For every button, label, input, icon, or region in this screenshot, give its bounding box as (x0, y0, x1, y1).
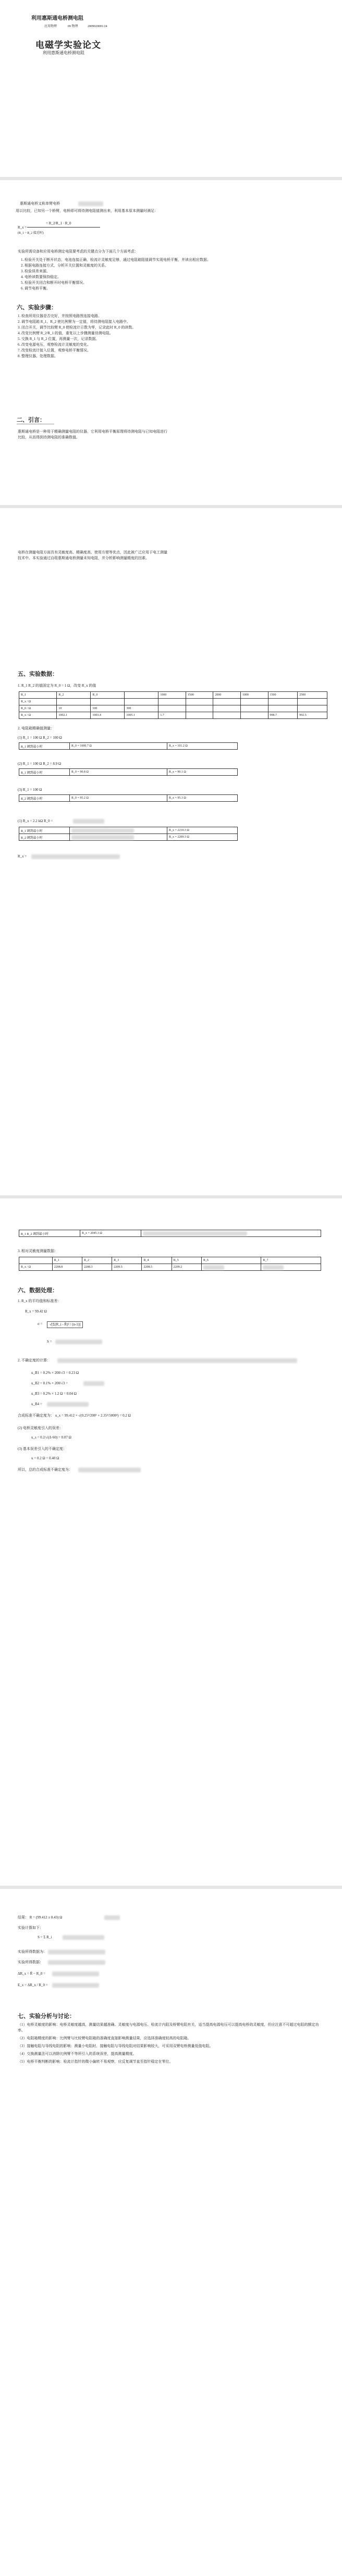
table-header-row (19, 692, 327, 699)
table-cell: R_1 调到最小时 (19, 743, 70, 750)
sum-expression: S = Σ R_i (38, 1935, 52, 1939)
redacted-block (203, 1265, 224, 1270)
section-intro-heading: 二、引言： (17, 417, 45, 423)
discussion-item: （1）电桥灵敏度的影响：电桥灵敏度越高，测量结果越准确。灵敏度与电源电压、检流计内阻及桥臂电阻有关，适当提高电源电压可以提高电桥的灵敏度，但应注意不可超过电阻的额定功率。 (18, 2023, 319, 2032)
table-cell: 2208.5 (142, 1264, 172, 1271)
redacted-block (57, 1358, 297, 1363)
table-cell: 2208.8 (52, 1264, 82, 1271)
equipment-item: 3. 检验误差来源。 (21, 269, 50, 273)
table-cell (19, 1257, 53, 1264)
redacted-block (104, 1915, 120, 1920)
table1-caption: 1. R_1 R_2 的值固定为 R_0 = 1 Ω，改变 R_x 的值 (18, 684, 96, 688)
table-cell (70, 834, 167, 841)
note-line: R_x = (18, 854, 27, 858)
redacted-block (31, 854, 120, 859)
measure-condition: (2) R_1 = 100 Ω R_2 = 8.9 Ω (18, 762, 62, 766)
discussion-list (18, 2022, 325, 2067)
table-cell (261, 1264, 321, 1271)
table-cell (268, 705, 298, 712)
table-cell: R_1 调到最小时 (19, 769, 70, 776)
measure-table (19, 742, 238, 750)
equipment-item: 5. 检验开关闭合和断开时电桥平衡情况。 (21, 281, 87, 285)
redacted-block (83, 1381, 104, 1386)
table-cell: R_7 (261, 1257, 321, 1264)
page3-paragraph: 电桥在测量电阻方面具有灵敏度高、精确度高、使用方便等优点，因此被广泛应用于电工测量技术中。本实验通过自组惠斯通电桥测量未知电阻，并分析影响测量精度的因素。 (18, 550, 167, 560)
step-item: 3. 闭合开关，调节比较臂 R_0 使检流计示数为零，记录此时 R_0 的读数。 (18, 325, 136, 330)
redacted-block (73, 819, 104, 824)
table-cell (201, 1264, 261, 1271)
uncertainty-combined: 合成标准不确定度为： u_x = 99.412 × √(0.25²/200² + 2.35²/5000²) = 0.2 Ω (18, 1413, 131, 1418)
sigma-expression: √[Σ(R_i - R̄)² / (n-1)] (47, 1321, 83, 1328)
table-cell: R_1 调到最小时 (19, 827, 70, 834)
table-row (19, 712, 327, 719)
calc-line: ΔR_x = R̄ − R_0 = (18, 1972, 46, 1976)
table-cell: 1000 (240, 692, 268, 699)
table-cell: R_2 调到最小时 (19, 834, 70, 841)
redacted-block (52, 1972, 99, 1976)
table-row (19, 769, 238, 776)
table-cell: 998.7 (268, 712, 298, 719)
mean-value: R_x = 99.42 Ω (25, 1309, 47, 1314)
table-cell (125, 692, 158, 699)
table-cell: R_x = 2045.3 Ω (80, 1230, 141, 1237)
table-cell: 2500 (298, 692, 327, 699)
cover-subtitle: 利用惠斯通电桥测电阻 (43, 50, 84, 55)
table-cell: 1002.1 (57, 712, 91, 719)
question-2: 2. 电阻箱精确值测量： (18, 726, 54, 730)
redacted-block (52, 1983, 99, 1988)
table-cell: R_x / Ω (19, 699, 57, 705)
equipment-item: 6. 调节电桥平衡。 (21, 286, 50, 291)
table-cell: R_0 = 90.8 Ω (70, 769, 167, 776)
measure-condition: (1) R_x = 2.2 kΩ R_0 = (18, 819, 53, 823)
data-table-1 (19, 691, 327, 719)
uncertainty-line: u_B1 = 0.2% × 200/√3 = 0.23 Ω (31, 1371, 79, 1375)
table-cell: R_0 (91, 692, 125, 699)
table-row (19, 827, 238, 834)
equipment-item: 4. 电桥读数要保持稳定。 (21, 275, 61, 279)
table-cell: 2209.2 (172, 1264, 201, 1271)
discussion-item: （4）交换测量法可以消除比例臂不等所引入的系统误差，提高测量精度。 (18, 2052, 137, 2056)
table-cell: 1.7 (158, 712, 186, 719)
table-cell (240, 705, 268, 712)
table-header-row (19, 1257, 321, 1264)
redacted-block (47, 1402, 89, 1407)
cover-meta-class: 09 物理 (68, 25, 78, 28)
page-5 (0, 1889, 342, 2576)
measure-condition: (1) R_1 = 100 Ω R_2 = 100 Ω (18, 736, 62, 740)
discussion-item: （3）接触电阻与导线电阻的影响：测量小电阻时，接触电阻与导线电阻对结果影响较大，可采用双臂电桥测量低值电阻。 (18, 2044, 213, 2048)
equipment-item: 1. 检验开关处于断开状态，电池连接正确，检流计灵敏度足够，通过电阻箱阻值调节实现电桥平衡，并读出相应数据。 (21, 258, 211, 262)
formula-lhs: R_x = (18, 225, 27, 230)
table-cell (213, 712, 241, 719)
redacted-block (63, 1935, 104, 1940)
table-row (19, 743, 238, 750)
table-cell: R_2 (82, 1257, 112, 1264)
equipment-item: 2. 根据电路连接方式，分析开关位置和灵敏度的关系。 (21, 263, 108, 268)
table-cell (70, 827, 167, 834)
table-cell (213, 705, 241, 712)
steps-list (18, 313, 325, 359)
measure-condition: (3) R_1 = 100 Ω (18, 788, 42, 792)
redacted-block (143, 1231, 247, 1236)
table-cell: 992.5 (298, 712, 327, 719)
table-cell (57, 699, 91, 705)
processing-step-1: 1. R_x 的平均值和标准差： (18, 1299, 62, 1303)
table-cell (213, 699, 241, 705)
step-item: 8. 整理仪器，处理数据。 (18, 354, 58, 358)
redacted-block (78, 201, 103, 206)
table-row (19, 1264, 321, 1271)
page-3 (0, 508, 342, 1195)
table-cell (186, 712, 213, 719)
discussion-item: （5）电桥平衡判断的影响：检流计指针的微小偏转不易观察，应反复调节直至指针稳定在零位。 (18, 2060, 173, 2064)
equipment-intro: 实验所需设备和应用电桥测定电阻要考虑的关键点分为下面几个方面考虑： (18, 249, 138, 254)
discussion-item: （2）电阻箱精度的影响：比例臂与比较臂电阻箱的准确度直接影响测量结果，应选择准确度较高的电阻箱。 (18, 2036, 191, 2040)
uncertainty-line: u_s = 0.2/√(Δ·60) = 0.07 Ω (31, 1435, 71, 1439)
table-row (19, 1230, 321, 1237)
table-cell: R_1 (52, 1257, 82, 1264)
step-item: 2. 调节电阻箱 R_1、R_2 使比例臂为一定值，将待测电阻接入电路中。 (18, 320, 130, 324)
section-processing-heading: 六、数据处理： (18, 1287, 58, 1294)
redacted-block (263, 1265, 284, 1270)
measure-table (19, 827, 238, 841)
table-cell: 100 (91, 705, 125, 712)
step-item: 6. 改变电源电压，观察检流计灵敏度的变化。 (18, 343, 91, 347)
table-cell: 10 (57, 705, 91, 712)
step-item: 5. 交换 R_1 与 R_2 位置，再测量一次，记录数据。 (18, 337, 100, 341)
result-line: 结果： R = (99.412 ± 0.43) Ω (18, 1915, 63, 1920)
uncertainty-line: u = 0.2 Ω = 0.40 Ω (31, 1456, 59, 1460)
redacted-block (71, 828, 134, 833)
measure-table (19, 768, 238, 776)
calc-line: E_x = ΔR_x / R_0 = (18, 1983, 48, 1987)
uncertainty-line: u_B2 = 0.1% × 200/√3 = (31, 1381, 68, 1385)
cover-small-title: 利用惠斯通电桥测电阻 (31, 16, 83, 21)
section-discussion-heading: 七、实验分析与讨论： (18, 2013, 75, 2019)
table-cell: R_x = 2209.3 Ω (167, 834, 238, 841)
table-cell: 2000 (213, 692, 241, 699)
section-data-heading: 五、实验数据： (18, 671, 58, 677)
table-cell (186, 699, 213, 705)
table-cell (298, 705, 327, 712)
table-cell (91, 699, 125, 705)
table-cell (141, 1230, 321, 1237)
data-table-2 (19, 1257, 321, 1271)
table-cell: R_1 (19, 692, 57, 699)
table-cell: R_0 = 95.2 Ω (70, 795, 167, 802)
table-cell (125, 699, 158, 705)
uncertainty-line: u_B3 = 0.2% × 1.2 Ω = 0.04 Ω (31, 1392, 77, 1396)
table-cell: R_x = 2210.3 Ω (167, 827, 238, 834)
formula-bar (27, 227, 100, 228)
uncertainty-line: u_B4 = (31, 1402, 42, 1406)
table-cell: R_x / Ω (19, 1264, 53, 1271)
processing-step-2: 2. 不确定度的计算： (18, 1358, 51, 1362)
table-cell (240, 699, 268, 705)
page-2 (0, 180, 342, 505)
table-cell: R_x = 101.2 Ω (167, 743, 238, 750)
redacted-block (48, 1960, 105, 1965)
intro-line-1: 惠斯通电桥又称单臂电桥 (20, 201, 60, 206)
uncertainty-line: (2) 电桥灵敏度引入的误差： (18, 1426, 63, 1430)
table-cell: 1003.4 (91, 712, 125, 719)
table-row (19, 699, 327, 705)
table-cell: R_4 (142, 1257, 172, 1264)
question-3: 3. 相对灵敏度测量数据： (18, 1249, 58, 1253)
sigma-label: σ = (38, 1322, 43, 1326)
table-cell (240, 712, 268, 719)
table-cell: 1000 (158, 692, 186, 699)
redacted-block (71, 835, 134, 840)
banner-table (19, 1230, 321, 1237)
formula-condition: (R_1 ~ R_2 接近时) (18, 232, 44, 235)
table-cell (186, 705, 213, 712)
calc-line: 实验所得数据： (18, 1960, 43, 1964)
table-cell (158, 699, 186, 705)
table-cell: 1500 (268, 692, 298, 699)
uncertainty-line: (3) 基本误差引入的不确定度： (18, 1447, 67, 1451)
calc-line: 实验所得数据为： (18, 1950, 47, 1954)
step-item: 1. 检查所用仪器是否完好，并按照电路图连接电路。 (18, 314, 102, 318)
cover-meta-id: 2009020001/24 (88, 25, 107, 28)
table-cell: R_0 = 1000.7 Ω (70, 743, 167, 750)
uncertainty-line: 所以，总的合成标准不确定度为： (18, 1468, 72, 1472)
table-cell: R_5 (172, 1257, 201, 1264)
step-item: 7. 改变检流计接入位置，观察电桥平衡情况。 (18, 348, 91, 352)
table-cell: R_2 调到最小时 (19, 795, 70, 802)
cover-meta-major: 应用物理 (44, 25, 57, 28)
table-cell: R_x = 90.1 Ω (167, 769, 238, 776)
intro-line-2: 用以比较，已知另一个桥臂，电桥即可将待测电阻值测出来，利用基本原本测量时满足： (16, 209, 158, 213)
table-cell: R_x / Ω (19, 712, 57, 719)
table-cell: R_0 / Ω (19, 705, 57, 712)
table-cell: R_3 (112, 1257, 142, 1264)
equipment-list (21, 257, 318, 292)
table-cell: 300 (125, 705, 158, 712)
intro-paragraph: 惠斯通电桥是一种用于精确测量电阻的仪器，它利用电桥平衡原理将待测电阻与已知电阻进行比较，从而得到待测电阻的准确数值。 (18, 430, 167, 439)
table-cell (158, 705, 186, 712)
table-cell: R_1 R_2 调到最小时 (19, 1230, 80, 1237)
redacted-block (78, 1468, 141, 1472)
cover-page (0, 0, 342, 177)
mean-label: 实验计算如下： (18, 1926, 43, 1930)
table-cell: 1005.1 (125, 712, 158, 719)
formula-numerator: = R_2/R_1 · R_0 (46, 221, 71, 225)
s-label: S = (47, 1340, 52, 1344)
table-cell: R_2 (57, 692, 91, 699)
table-cell: 2209.5 (112, 1264, 142, 1271)
table-cell (268, 699, 298, 705)
table-cell (298, 699, 327, 705)
table-cell: 1500 (186, 692, 213, 699)
table-cell: R_x = 95.3 Ω (167, 795, 238, 802)
step-item: 4. 改变比例臂 R_2/R_1 的值，重复以上步骤测量待测电阻。 (18, 331, 113, 335)
redacted-block (55, 1340, 102, 1344)
cover-title: 电磁学实验论文 (35, 40, 101, 50)
redacted-block (48, 1950, 105, 1954)
table-row (19, 834, 238, 841)
page-4 (0, 1198, 342, 1886)
table-cell: R_6 (201, 1257, 261, 1264)
measure-table (19, 794, 238, 802)
table-row (19, 705, 327, 712)
section-steps-heading: 六、实验步骤： (17, 305, 57, 311)
table-cell: 2208.3 (82, 1264, 112, 1271)
table-row (19, 795, 238, 802)
